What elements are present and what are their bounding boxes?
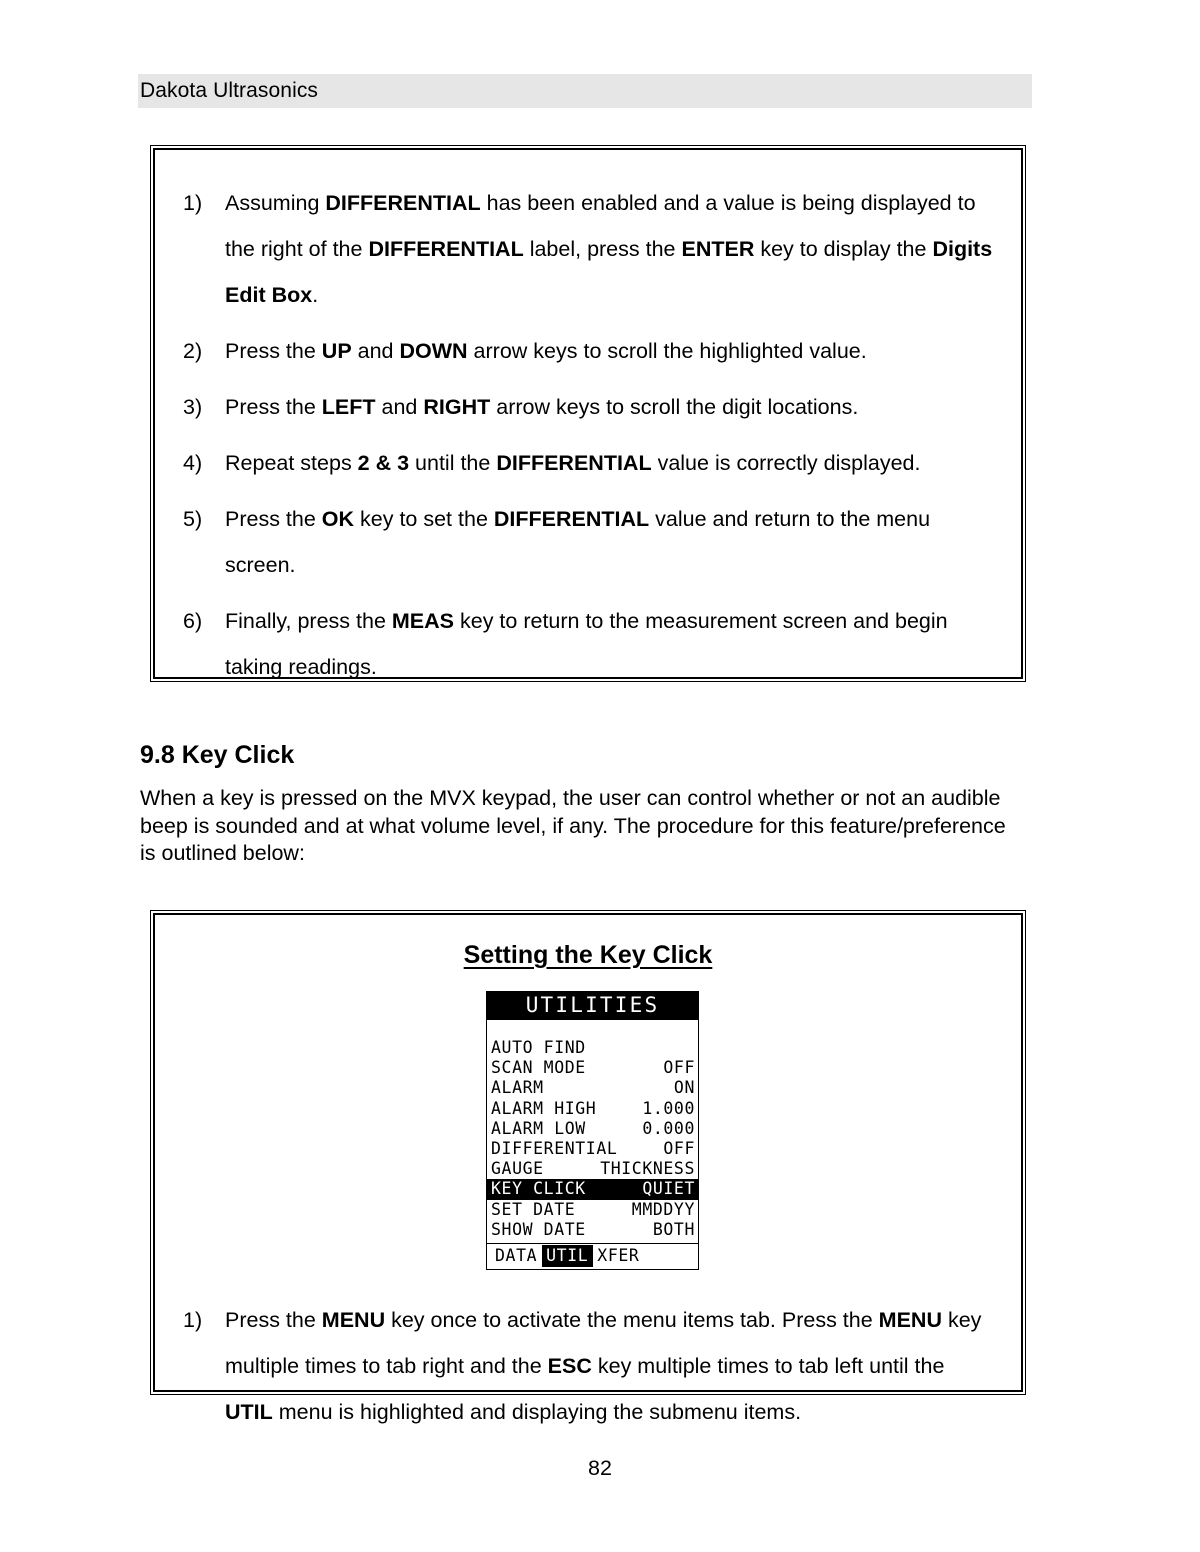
procedure-item-number: 3) — [183, 395, 203, 419]
key-click-figure-box — [150, 910, 1026, 1424]
gauge-lcd-screen — [486, 991, 699, 1270]
procedure-item-text: Press the MENU key once to activate the menu items tab. Press the MENU key multiple times to tab right and the ESC key multiple times to tab left until the UTIL menu is highlighted and displaying the submenu items. — [225, 1308, 982, 1424]
lcd-tab-util[interactable]: UTIL — [542, 1245, 593, 1267]
procedure-item — [183, 496, 995, 588]
lcd-menu-row[interactable] — [487, 1179, 698, 1199]
procedure-item-text: Press the UP and DOWN arrow keys to scroll the highlighted value. — [225, 339, 867, 363]
lcd-menu-row-label: SCAN MODE — [491, 1058, 586, 1078]
lcd-menu-row-value: OFF — [663, 1139, 695, 1159]
lcd-tab-data[interactable]: DATA — [495, 1246, 538, 1266]
lcd-menu-row[interactable] — [487, 1038, 698, 1058]
procedure-item-number: 1) — [183, 191, 203, 215]
procedure-item — [183, 1297, 995, 1435]
lcd-menu-row-label: DIFFERENTIAL — [491, 1139, 618, 1159]
differential-steps-box — [150, 145, 1026, 682]
procedure-item-text: Press the OK key to set the DIFFERENTIAL value and return to the menu screen. — [225, 507, 931, 577]
lcd-menu-row[interactable] — [487, 1119, 698, 1139]
procedure-item-text: Repeat steps 2 & 3 until the DIFFERENTIAL value is correctly displayed. — [225, 451, 921, 475]
lcd-tab-bar — [486, 1244, 699, 1270]
section-heading: 9.8 Key Click — [140, 741, 295, 769]
figure-title: Setting the Key Click — [463, 941, 713, 969]
lcd-menu-row-label: SET DATE — [491, 1199, 576, 1219]
lcd-menu-row-label: SHOW DATE — [491, 1219, 586, 1239]
key-click-steps-list — [183, 1297, 995, 1435]
lcd-menu-row-value: THICKNESS — [600, 1159, 695, 1179]
procedure-item — [183, 180, 995, 318]
procedure-item-number: 2) — [183, 339, 203, 363]
section-paragraph: When a key is pressed on the MVX keypad, the user can control whether or not an audible beep is sounded and at what volume level, if any. The procedure for this feature/preference is outlined below: — [140, 786, 1006, 865]
procedure-item-number: 4) — [183, 451, 203, 475]
procedure-item-text: Assuming DIFFERENTIAL has been enabled and a value is being displayed to the right of the DIFFERENTIAL label, press the ENTER key to display the Digits Edit Box. — [225, 191, 993, 307]
lcd-screen-title: UTILITIES — [486, 991, 699, 1020]
lcd-tab-xfer[interactable]: XFER — [597, 1246, 640, 1266]
lcd-menu-row[interactable] — [487, 1099, 698, 1119]
lcd-menu-row-value: QUIET — [642, 1179, 695, 1199]
lcd-menu-row-label: ALARM LOW — [491, 1118, 586, 1138]
lcd-menu-row-label: KEY CLICK — [491, 1179, 586, 1199]
lcd-menu-row[interactable] — [487, 1200, 698, 1220]
procedure-item — [183, 384, 995, 430]
procedure-item — [183, 328, 995, 374]
lcd-menu-row-value: 0.000 — [642, 1118, 695, 1138]
lcd-menu-row-value: ON — [673, 1078, 695, 1098]
lcd-menu-row-value: BOTH — [652, 1219, 695, 1239]
procedure-item-text: Finally, press the MEAS key to return to the measurement screen and begin taking readings. — [225, 609, 948, 679]
lcd-menu-row-value: MMDDYY — [631, 1199, 695, 1219]
lcd-menu-row-value: OFF — [663, 1058, 695, 1078]
procedure-item-number: 5) — [183, 507, 203, 531]
lcd-menu-row-label: ALARM HIGH — [491, 1098, 597, 1118]
lcd-menu-list — [486, 1020, 699, 1244]
lcd-menu-row[interactable] — [487, 1159, 698, 1179]
lcd-menu-row-label: AUTO FIND — [491, 1038, 586, 1057]
lcd-menu-row-label: GAUGE — [491, 1159, 544, 1179]
lcd-menu-row[interactable] — [487, 1220, 698, 1240]
page-header-title: Dakota Ultrasonics — [140, 79, 319, 102]
page-number: 82 — [588, 1456, 612, 1480]
lcd-menu-row[interactable] — [487, 1078, 698, 1098]
procedure-item-text: Press the LEFT and RIGHT arrow keys to scroll the digit locations. — [225, 395, 859, 419]
key-click-figure-box-inner-border — [153, 913, 1023, 1424]
lcd-menu-row-label: ALARM — [491, 1078, 544, 1098]
procedure-item-number: 1) — [183, 1308, 203, 1332]
procedure-item-number: 6) — [183, 609, 203, 633]
procedure-item — [183, 598, 995, 690]
lcd-menu-row[interactable] — [487, 1139, 698, 1159]
lcd-menu-row[interactable] — [487, 1058, 698, 1078]
differential-steps-list — [155, 150, 1021, 700]
differential-steps-box-inner-border — [153, 148, 1023, 679]
procedure-item — [183, 440, 995, 486]
lcd-menu-row-value: 1.000 — [642, 1098, 695, 1118]
